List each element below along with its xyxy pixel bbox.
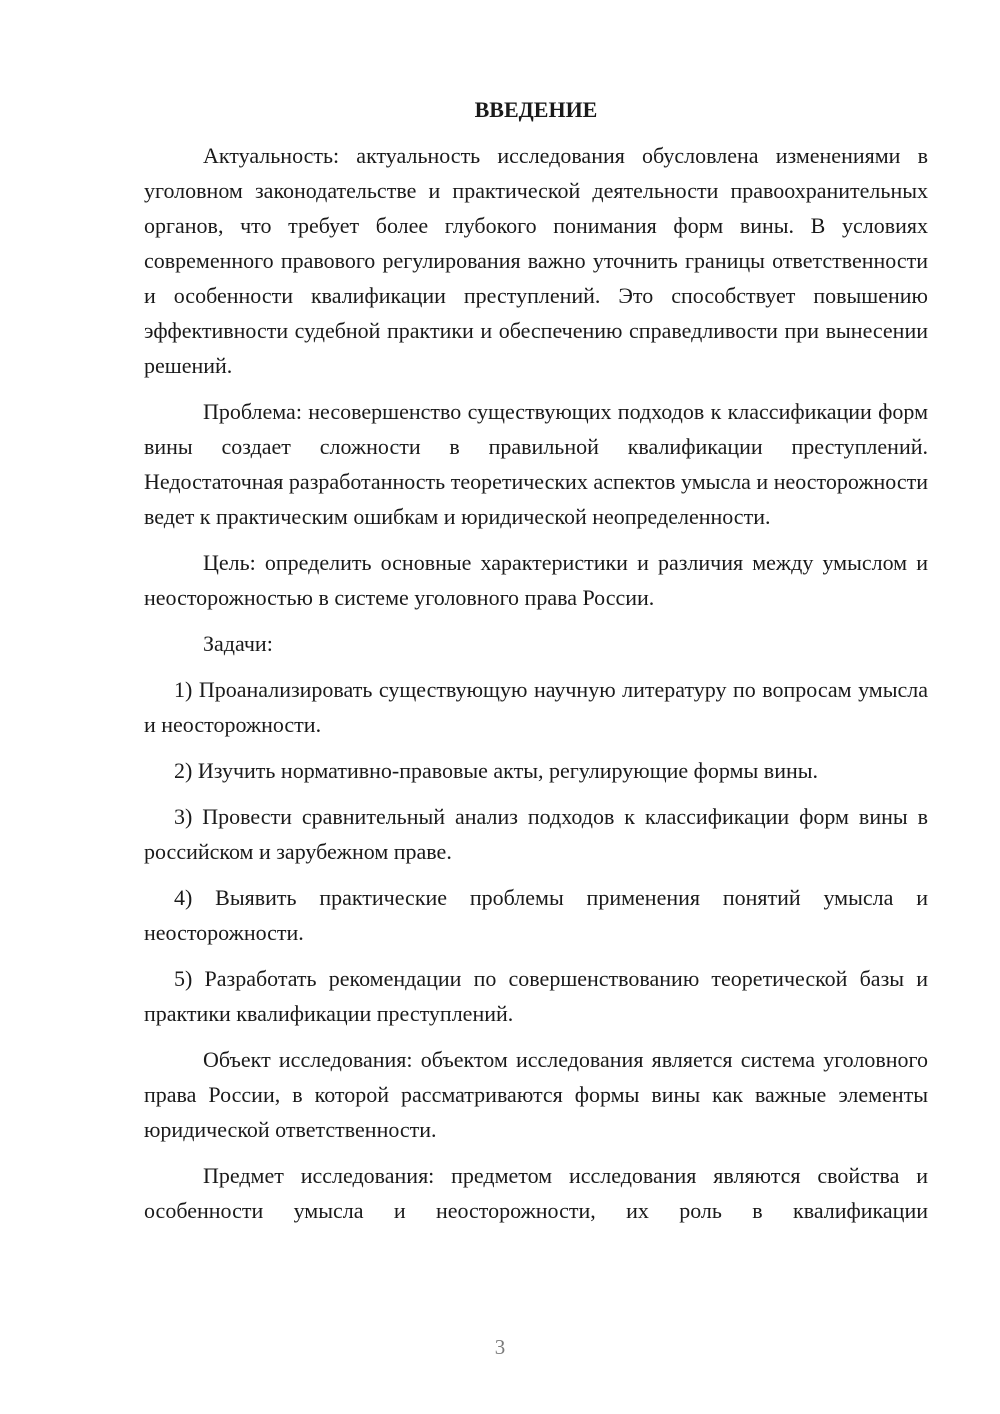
paragraph-relevance: Актуальность: актуальность исследования обусловлена изменениями в уголовном законодательстве и практической деятельности правоохранительных органов, что требует более глубокого понимания форм вины. В условиях современного правового регулирования важно уточнить границы ответственности и особенности квалификации преступлений. Это способствует повышению эффективности судебной практики и обеспечению справедливости при вынесении решений. bbox=[144, 143, 928, 378]
section-heading: ВВЕДЕНИЕ bbox=[474, 97, 598, 122]
task-item-4: 4) Выявить практические проблемы применения понятий умысла и неосторожности. bbox=[144, 885, 928, 945]
paragraph-object: Объект исследования: объектом исследования является система уголовного права России, в которой рассматриваются формы вины как важные элементы юридической ответственности. bbox=[144, 1047, 928, 1142]
tasks-label: Задачи: bbox=[203, 631, 273, 656]
page-body bbox=[144, 92, 928, 1239]
task-item-3: 3) Провести сравнительный анализ подходов к классификации форм вины в российском и зарубежном праве. bbox=[144, 804, 928, 864]
page-number: 3 bbox=[494, 1335, 506, 1359]
paragraph-problem: Проблема: несовершенство существующих подходов к классификации форм вины создает сложности в правильной квалификации преступлений. Недостаточная разработанность теоретических аспектов умысла и неосторожности ведет к практическим ошибкам и юридической неопределенности. bbox=[144, 399, 929, 529]
paragraph-goal: Цель: определить основные характеристики и различия между умыслом и неосторожностью в системе уголовного права России. bbox=[144, 550, 928, 610]
task-item-2: 2) Изучить нормативно-правовые акты, регулирующие формы вины. bbox=[174, 758, 819, 783]
paragraph-subject: Предмет исследования: предметом исследования являются свойства и особенности умысла и неосторожности, их роль в квалификации bbox=[144, 1163, 928, 1223]
task-item-5: 5) Разработать рекомендации по совершенствованию теоретической базы и практики квалификации преступлений. bbox=[144, 966, 928, 1026]
task-item-1: 1) Проанализировать существующую научную литературу по вопросам умысла и неосторожности. bbox=[144, 677, 928, 737]
